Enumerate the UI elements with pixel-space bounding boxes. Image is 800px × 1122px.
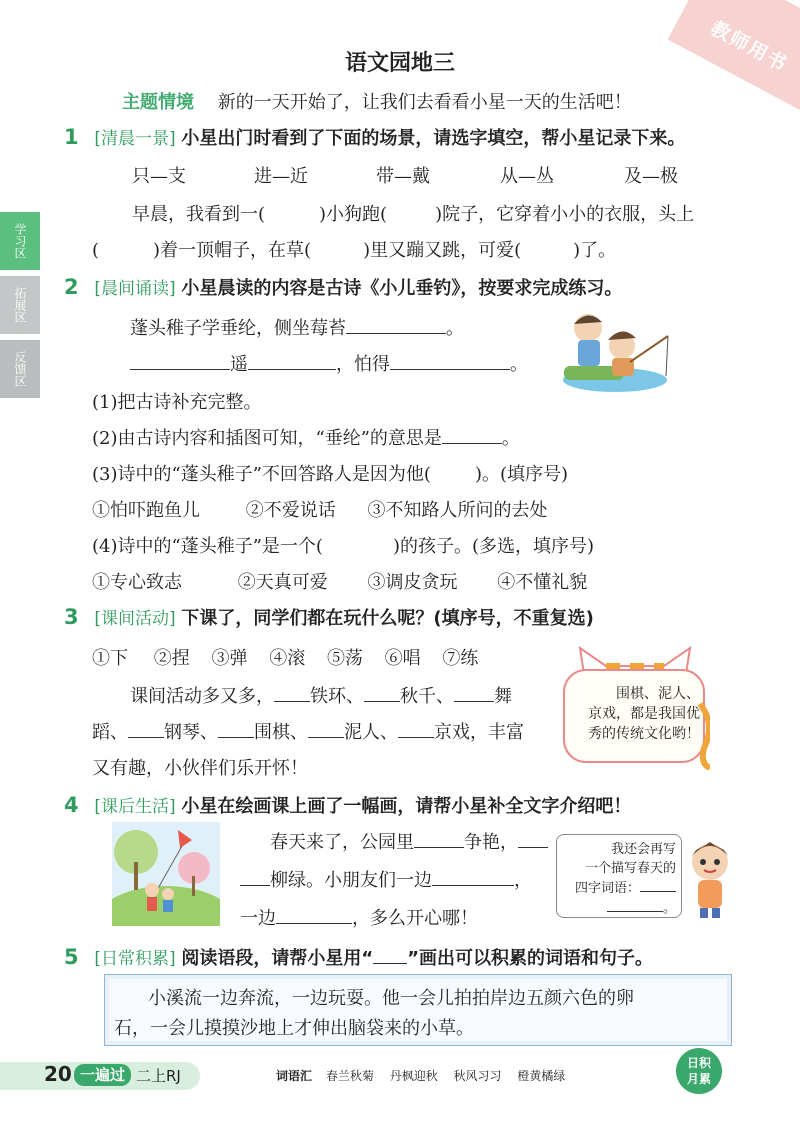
q4-text: ，多么开心哪！ [352, 908, 478, 929]
q5-passage-line-1[interactable]: 小溪流一边奔流，一边玩耍。他一会儿拍拍岸边五颜六色的卵 [148, 988, 634, 1009]
q1-sentence-1 [132, 200, 694, 226]
q5-prompt: ”画出可以积累的词语和句子。 [407, 948, 654, 969]
bubble-line: 京戏，都是我国优 [588, 706, 700, 722]
cat-bubble-text [576, 684, 700, 744]
q4-text: 争艳， [464, 832, 518, 853]
q4-sentence-1 [270, 828, 548, 854]
brand-badge: 一遍过 [74, 1064, 131, 1086]
q4-text: 一边 [240, 908, 276, 929]
side-tab-study[interactable]: 学习区 [0, 212, 40, 270]
note-line: 四字词语： [574, 881, 640, 896]
poem-blank[interactable] [248, 351, 336, 370]
q3-sentence-1 [130, 682, 512, 708]
q3-tag: [课间活动] [94, 609, 176, 629]
q2-text: )。(填序号) [474, 464, 569, 485]
q2-prompt: 小星晨读的内容是古诗《小儿垂钓》，按要求完成练习。 [181, 278, 623, 299]
q3-verb-list [92, 644, 478, 670]
fishing-boy-illustration [560, 306, 670, 392]
q3-text: 泥人、 [344, 722, 398, 743]
q4-blank[interactable] [414, 829, 464, 848]
word-item: 秋风习习 [453, 1069, 502, 1083]
q1-pair: 及—极 [624, 166, 678, 187]
q1-header [64, 124, 685, 150]
q4-note-text [562, 840, 676, 918]
poem-text: 遥 [230, 354, 248, 375]
page-number: 20 [44, 1062, 72, 1086]
verb-option: ②捏 [153, 648, 190, 669]
q5-passage-line-2[interactable]: 石，一会儿摸摸沙地上才伸出脑袋来的小草。 [114, 1018, 474, 1039]
verb-option: ④滚 [269, 648, 306, 669]
q4-number: 4 [64, 793, 79, 817]
q3-text: 京戏，丰富 [434, 722, 524, 743]
q1-pair: 从—丛 [500, 166, 554, 187]
q1-pair: 只—支 [132, 166, 186, 187]
badge-line: 日积 [686, 1056, 711, 1070]
q3-blank[interactable] [454, 683, 494, 702]
q2-options-4 [92, 568, 587, 594]
poem-blank[interactable] [390, 351, 510, 370]
q3-text: 围棋、 [254, 722, 308, 743]
note-line: 我还会再写 [610, 842, 676, 857]
grade-label: 二上RJ [136, 1067, 181, 1085]
note-line: 。 [662, 901, 676, 916]
q3-text: 舞 [494, 686, 512, 707]
q3-number: 3 [64, 605, 79, 629]
poem-blank[interactable] [346, 315, 446, 334]
poem-blank[interactable] [130, 351, 230, 370]
q1-text: )了。 [573, 240, 617, 261]
corner-stamp: 教师用书 [707, 17, 792, 77]
q3-blank[interactable] [308, 719, 344, 738]
footer-words [276, 1067, 565, 1084]
q1-text: )小狗跑( [319, 204, 388, 225]
q3-blank[interactable] [398, 719, 434, 738]
option: ④不懂礼貌 [497, 572, 588, 593]
word-item: 春兰秋菊 [325, 1069, 374, 1083]
poem-text: 蓬头稚子学垂纶，侧坐莓苔 [130, 318, 346, 339]
q3-text: 铁环、 [310, 686, 364, 707]
q3-text: 蹈、 [92, 722, 128, 743]
q5-header [64, 944, 653, 970]
option: ①专心致志 [92, 572, 182, 593]
poem-text: 。 [446, 318, 464, 339]
q4-text: ， [514, 870, 532, 891]
q3-text: 秋千、 [400, 686, 454, 707]
q1-pair: 带—戴 [376, 166, 430, 187]
q4-sentence-2 [240, 866, 532, 892]
q2-sub-3 [92, 460, 568, 486]
footer [0, 1056, 800, 1096]
q4-sentence-3 [240, 904, 478, 930]
q2-text: 。 [501, 428, 520, 449]
theme-line [122, 88, 632, 114]
verb-option: ①下 [92, 648, 128, 669]
q3-sentence-3: 又有趣，小伙伴们乐开怀！ [92, 758, 308, 779]
xiaoxing-character [686, 840, 734, 918]
q5-underline-sample [373, 945, 407, 964]
q2-sub-2 [92, 424, 520, 450]
q2-header [64, 274, 622, 300]
q4-text: 春天来了，公园里 [270, 832, 414, 853]
option: ②天真可爱 [237, 572, 328, 593]
q3-sentence-2 [92, 718, 524, 744]
theme-label: 主题情境 [122, 92, 194, 113]
q2-poem-line-2 [130, 350, 528, 376]
q5-prompt: 阅读语段，请帮小星用“ [181, 948, 374, 969]
word-item: 橙黄橘绿 [517, 1069, 566, 1083]
poem-text: 。 [510, 354, 528, 375]
q3-blank[interactable] [364, 683, 400, 702]
q2-text: )的孩子。(多选，填序号) [392, 536, 595, 557]
q2-text: (2)由古诗内容和插图可知，“垂纶”的意思是 [92, 428, 442, 449]
q2-number: 2 [64, 275, 79, 299]
q3-prompt: 下课了，同学们都在玩什么呢？(填序号，不重复选) [181, 608, 594, 629]
word-item: 丹枫迎秋 [389, 1069, 438, 1083]
option: ③不知路人所问的去处 [367, 500, 548, 521]
verb-option: ⑦练 [442, 648, 479, 669]
q1-text: 早晨，我看到一( [132, 204, 266, 225]
verb-option: ⑤荡 [326, 648, 363, 669]
page-title: 语文园地三 [344, 51, 455, 76]
q4-blank[interactable] [432, 867, 514, 886]
q2-tag: [晨间诵读] [94, 279, 176, 299]
q4-header [64, 792, 631, 818]
option: ①怕吓跑鱼儿 [92, 500, 200, 521]
q1-number: 1 [64, 125, 79, 149]
q5-tag: [日常积累] [94, 949, 176, 969]
spring-park-illustration [112, 822, 220, 926]
theme-text: 新的一天开始了，让我们去看看小星一天的生活吧！ [217, 92, 632, 113]
note-blank[interactable] [607, 898, 663, 912]
q1-sentence-2 [92, 236, 616, 262]
poem-text: ，怕得 [336, 354, 390, 375]
q3-text: 钢琴、 [164, 722, 218, 743]
q1-tag: [清晨一景] [94, 129, 176, 149]
q2-options-3 [92, 496, 547, 522]
q1-text: ( [92, 240, 100, 261]
bubble-line: 秀的传统文化哟！ [588, 726, 700, 742]
q3-blank[interactable] [274, 683, 310, 702]
q4-text: 柳绿。小朋友们一边 [270, 870, 432, 891]
side-tab-extend[interactable]: 拓展区 [0, 276, 40, 334]
q1-prompt: 小星出门时看到了下面的场景，请选字填空，帮小星记录下来。 [181, 128, 686, 149]
q3-blank[interactable] [218, 719, 254, 738]
q5-number: 5 [64, 945, 79, 969]
q1-text: )里又蹦又跳，可爱( [363, 240, 522, 261]
q3-blank[interactable] [128, 719, 164, 738]
q2-sub-4 [92, 532, 594, 558]
q1-text: )着一顶帽子，在草( [153, 240, 312, 261]
q4-blank[interactable] [518, 829, 548, 848]
verb-option: ③弹 [211, 648, 248, 669]
q2-blank[interactable] [442, 425, 502, 444]
note-blank[interactable] [640, 878, 676, 892]
q2-text: (4)诗中的“蓬头稚子”是一个( [92, 536, 323, 557]
q3-header [64, 604, 594, 630]
q4-blank[interactable] [276, 905, 352, 924]
option: ②不爱说话 [245, 500, 336, 521]
bubble-line: 围棋、泥人、 [616, 686, 700, 702]
badge-line: 月累 [686, 1072, 711, 1086]
verb-option: ⑥唱 [384, 648, 421, 669]
note-line: 一个描写春天的 [584, 861, 676, 876]
words-label: 词语汇 [276, 1069, 313, 1083]
daily-accumulate-badge [676, 1048, 722, 1094]
q4-blank[interactable] [240, 867, 270, 886]
option: ③调皮贪玩 [367, 572, 458, 593]
q1-text: )院子，它穿着小小的衣服，头上 [435, 204, 695, 225]
q4-tag: [课后生活] [94, 797, 176, 817]
q1-pair: 进—近 [254, 166, 308, 187]
q4-prompt: 小星在绘画课上画了一幅画，请帮小星补全文字介绍吧！ [181, 796, 632, 817]
q2-sub-1: (1)把古诗补充完整。 [92, 392, 262, 413]
side-tab-feedback[interactable]: 反馈区 [0, 340, 40, 398]
q3-text: 课间活动多又多， [130, 686, 274, 707]
q2-poem-line-1 [130, 314, 464, 340]
q2-text: (3)诗中的“蓬头稚子”不回答路人是因为他( [92, 464, 431, 485]
